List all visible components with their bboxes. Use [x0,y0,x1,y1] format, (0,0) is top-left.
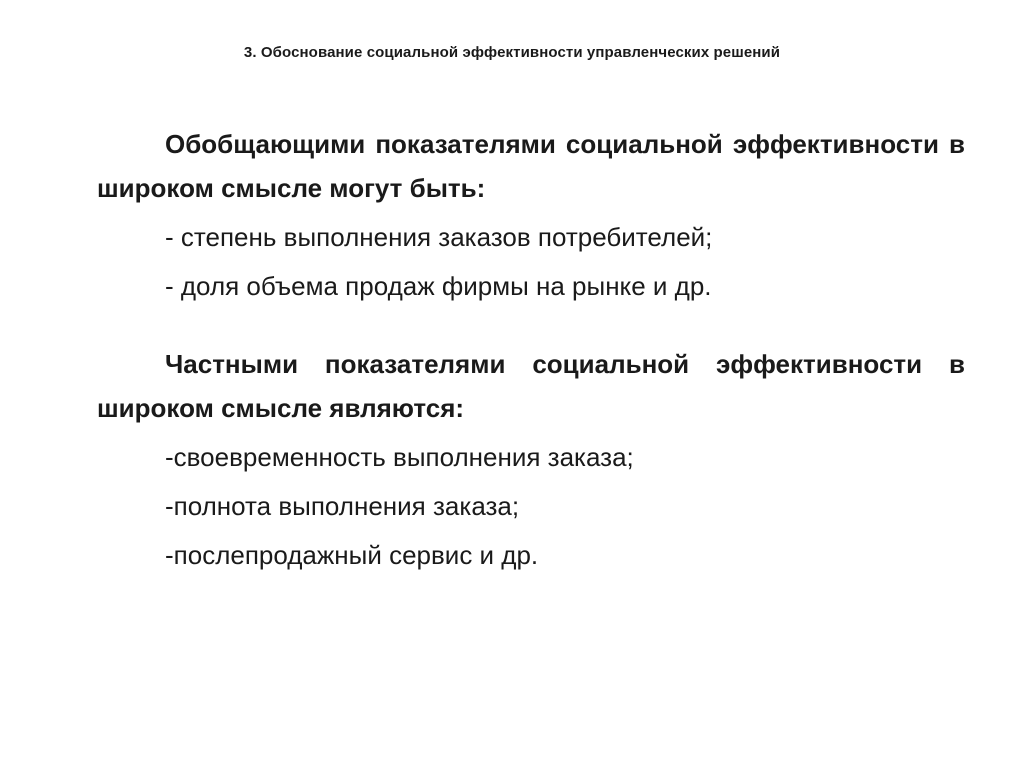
general-indicators-heading: Обобщающими показателями социальной эффективности в широком смысле могут быть: [97,129,965,203]
slide-content [97,122,965,577]
particular-indicators-block [97,342,965,577]
list-item: -послепродажный сервис и др. [165,540,539,570]
list-item: - доля объема продаж фирмы на рынке и др. [165,271,712,301]
general-indicators-block [97,122,965,308]
particular-indicators-heading: Частными показателями социальной эффективности в широком смысле являются: [97,349,965,423]
list-item: - степень выполнения заказов потребителей; [165,222,713,252]
list-item: -своевременность выполнения заказа; [165,442,634,472]
slide-title: 3. Обоснование социальной эффективности управленческих решений [243,44,781,61]
list-item: -полнота выполнения заказа; [165,491,520,521]
